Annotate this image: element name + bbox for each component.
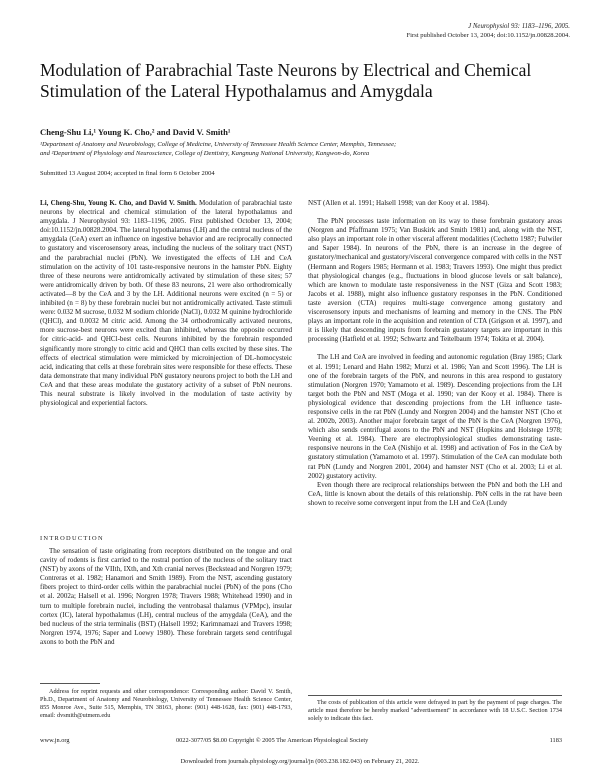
affiliation-line-2: and ²Department of Physiology and Neuroscience, College of Dentistry, Kangnung National University, Kangwon-do, Korea [40,150,370,157]
footnote-divider [40,683,100,684]
abstract-authors: Li, Cheng-Shu, Young K. Cho, and David V. Smith. [40,199,197,207]
copyright-line: 0022-3077/05 $8.00 Copyright © 2005 The American Physiological Society [176,737,369,744]
author-list: Cheng-Shu Li,¹ Young K. Cho,² and David V. Smith¹ [40,127,231,137]
page-charges-note: The costs of publication of this article were defrayed in part by the payment of page charges. The article must therefore be hereby marked "advertisement" in accordance with 18 U.S.C. Section 1734 solely to indicate this fact. [308,699,562,722]
journal-url: www.jn.org [40,737,70,744]
submission-dates: Submitted 13 August 2004; accepted in final form 6 October 2004 [40,170,215,177]
intro-paragraph: The sensation of taste originating from receptors distributed on the tongue and oral cavity of rodents is first carried to the rostral portion of the nucleus of the solitary tract (NST) by axons of the VIIth, IXth, and Xth cranial nerves (Beckstead and Norgren 1979; Contreras et al. 1982; Hanamori and Smith 1989). From the NST, ascending gustatory fibers project to third-order cells within the parabrachial nuclei (PbN) of the pons (Cho et al. 2002a; Halsell et al. 1996; Norgren 1978; Travers 1988; Whitehead 1990) and in turn to multiple forebrain nuclei, including the ventrobasal thalamus (VPMpc), insular cortex (IC), lateral hypothalamus (LH), central nucleus of the amygdala (CeA), and the bed nucleus of the stria terminalis (BST) (Halsell 1992; Karimnamazi and Travers 1998; Norgren 1974, 1976; Saper and Loewy 1980). These forebrain targets send centrifugal axons to both the PbN and [40,547,292,646]
right-paragraph-2: The LH and CeA are involved in feeding and autonomic regulation (Bray 1985; Clark et al. 1991; Lenard and Hahn 1982; Murzi et al. 1986; Yan and Scott 1996). The LH is one of the forebrain targets of the PbN, and neurons in this area respond to gustatory stimulation (Norgren 1970; Yamamoto et al. 1989). Descending projections from the LH target both the PbN and NST (Moga et al. 1990; van der Kooy et al. 1984). There is physiological evidence that descending projections from the LH influence taste-responsive cells in the rat PbN (Lundy and Norgren 2004) and the hamster NST (Cho et al. 2002b, 2003). Another major forebrain target of the PbN is the CeA (Norgren 1976), which also sends centrifugal axons to the PbN and NST (Hopkins and Holstege 1978; Veening et al. 1984). There are electrophysiological studies demonstrating taste-responsive neurons in the CeA (Nishijo et al. 1998) and activation of Fos in the CeA by gustatory stimulation (Yamamoto et al. 1997). Stimulation of the CeA can modulate both rat PbN (Lundy and Norgren 2001, 2004) and hamster NST (Cho et al. 2003; Li et al. 2002) gustatory activity. [308,353,562,480]
journal-citation: J Neurophysiol 93: 1183–1196, 2005. [468,23,570,30]
costs-divider [308,695,562,696]
title-line-2: Stimulation of the Lateral Hypothalamus and Amygdala [40,81,433,101]
download-notice: Downloaded from journals.physiology.org/journal/jn (003.238.182.043) on February 21, 2022. [180,758,420,765]
title-line-1: Modulation of Parabrachial Taste Neurons by Electrical and Chemical [40,60,532,80]
introduction-heading: INTRODUCTION [40,535,104,542]
introduction-body [40,547,292,647]
right-column-body [308,199,562,508]
right-paragraph-1: The PbN processes taste information on its way to these forebrain gustatory areas (Norgren and Pfaffmann 1975; Van Buskirk and Smith 1981) and, along with the NST, also plays an important role in other visceral afferent modalities (Cechetto 1987; Fulwiler and Saper 1984). In neurons of the PbN, there is an increase in the degree of gustatory/mechanical and gustatory/visceral convergence compared with cells in the NST (Hermann and Rogers 1985; Hermann et al. 1983; Travers 1993). One might thus predict that physiological changes (e.g., fluctuations in blood glucose levels or salt balance), which are known to modulate taste responsiveness in the NST (Giza and Scott 1983; Jacobs et al. 1988), might also influence gustatory responses in the PbN. Conditioned taste aversion (CTA) requires multi-stage convergence among gustatory and viscerosensory inputs and mechanisms of learning and memory in the CNS. The PbN plays an important role in the acquisition and retention of CTA (Grigson et al. 1997), and it is likely that descending inputs from forebrain gustatory targets are important in this processing (Hatfield et al. 1992; Schwartz and Teitelbaum 1974; Tokita et al. 2004). [308,217,562,344]
page-number: 1183 [549,737,562,744]
publication-doi-line: First published October 13, 2004; doi:10.1152/jn.00828.2004. [406,32,570,39]
abstract-text: Modulation of parabrachial taste neurons by electrical and chemical stimulation of the lateral hypothalamus and amygdala. J Neurophysiol 93: 1183–1196, 2005. First published October 13, 2004; doi:10.1152/jn.00828.2004. The lateral hypothalamus (LH) and the central nucleus of the amygdala (CeA) exert an influence on ingestive behavior and are reciprocally connected to gustatory and viscerosensory areas, including the nucleus of the solitary tract (NST) and the parabrachial nuclei (PbN). We investigated the effects of LH and CeA stimulation on the activity of 101 taste-responsive neurons in the hamster PbN. Eighty three of these neurons were antidromically activated by stimulation of these sites; 57 were antidromically driven by both. Of these 83 neurons, 21 were also orthodromically activated—8 by the CeA and 3 by the LH. Additional neurons were excited (n = 5) or inhibited (n = 8) by these forebrain nuclei but not antidromically activated. Taste stimuli were: 0.032 M sucrose, 0.032 M sodium chloride (NaCl), 0.032 M quinine hydrochloride (QHCl), and 0.0032 M citric acid. Among the 34 orthodromically activated neurons, more sucrose-best neurons were excited than inhibited, whereas the opposite occurred for citric-acid- and QHCl-best cells. Neurons inhibited by the forebrain responded significantly more strongly to citric acid and QHCl than cells excited by these sites. The effects of electrical stimulation were mimicked by microinjection of DL-homocysteic acid, indicating that cells at these forebrain sites were responsible for these effects. These data demonstrate that many individual PbN gustatory neurons project to both the LH and CeA and that these areas modulate the gustatory activity of a subset of PbN neurons. This neural substrate is likely involved in the modulation of taste activity by physiological and experiential factors. [40,199,292,408]
article-title [40,60,570,102]
affiliation-line-1: ¹Department of Anatomy and Neurobiology, College of Medicine, University of Tennessee Health Science Center, Memphis, Tennessee; [40,141,397,148]
abstract [40,199,292,408]
right-paragraph-3: Even though there are reciprocal relationships between the PbN and both the LH and CeA, little is known about the details of this relationship. PbN cells in the rat have been shown to receive some convergent input from the LH and CeA (Lundy [308,480,562,507]
right-paragraph-0: NST (Allen et al. 1991; Halsell 1998; van der Kooy et al. 1984). [308,199,490,207]
correspondence-note: Address for reprint requests and other correspondence: Corresponding author: David V. Smith, Ph.D., Department of Anatomy and Neurobiology, University of Tennessee Health Science Center, 855 Monroe Ave., Suite 515, Memphis, TN 38163, phone: (901) 448-1628, fax: (901) 448-1793, email: dvsmith@utmem.edu [40,688,292,719]
affiliations [40,140,570,158]
